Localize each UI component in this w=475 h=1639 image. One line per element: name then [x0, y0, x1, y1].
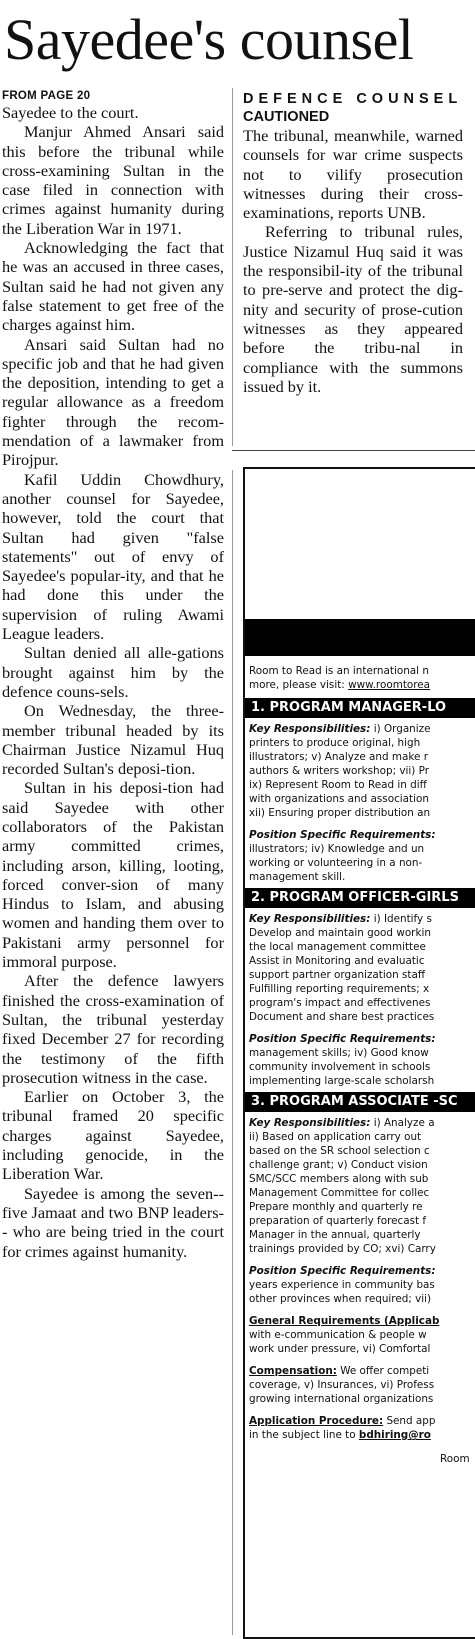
ad-line: Fulfilling reporting requirements; x — [249, 983, 430, 995]
label: Position Specific Requirements: — [249, 1033, 436, 1045]
ad-line — [249, 1117, 435, 1130]
ad-line: ii) Based on application carry out — [249, 1131, 422, 1143]
label: Key Responsibilities: — [249, 723, 371, 735]
ad-line: the local management committee — [249, 941, 426, 953]
ad-line: Assist in Monitoring and evaluatic — [249, 955, 425, 967]
paragraph: After the defence lawyers finished the cross-examination of Sultan, the tribunal yesterday fixed December 27 for recording the testimony of the fifth prosecution witness in the case. — [2, 971, 224, 1087]
ad-line — [249, 913, 432, 926]
ad-line: trainings provided by CO; xvi) Carry — [249, 1243, 436, 1255]
ad-footer: Room — [440, 1453, 470, 1465]
ad-line — [249, 723, 431, 736]
ad-line: community involvement in schools — [249, 1061, 431, 1073]
subheading: CAUTIONED — [243, 109, 330, 125]
paragraph: Sultan denied all alle-gations brought against him by the defence couns-sels. — [2, 643, 224, 701]
text: i) Analyze a — [370, 1117, 435, 1129]
ad-line: challenge grant; v) Conduct vision — [249, 1159, 428, 1171]
paragraph: Earlier on October 3, the tribunal framed 20 specific charges against Sayedee, including genocide, in the Liberation War. — [2, 1087, 224, 1184]
jump-line: FROM PAGE 20 — [2, 90, 91, 102]
ad-line: Document and share best practices — [249, 1011, 435, 1023]
label: Position Specific Requirements: — [249, 829, 436, 841]
ad-line: Develop and maintain good workin — [249, 927, 431, 939]
ad-line: General Requirements (Applicab — [249, 1315, 440, 1327]
ad-line — [249, 1429, 431, 1442]
ad-intro — [249, 679, 430, 692]
ad-line: SMC/SCC members along with sub — [249, 1173, 429, 1185]
ad-line: other provinces when required; vii) — [249, 1293, 432, 1305]
ad-line: working or volunteering in a non- — [249, 857, 423, 869]
paragraph: Acknowledging the fact that he was an accused in three cases, Sultan said he had not given any false statement to get free of the charges against him. — [2, 238, 224, 335]
ad-line: support partner organization staff — [249, 969, 425, 981]
article-column-2 — [243, 90, 463, 396]
ad-line: Prepare monthly and quarterly re — [249, 1201, 423, 1213]
article-column-1 — [2, 90, 224, 1261]
paragraph: On Wednesday, the three-member tribunal headed by its Chairman Justice Nizamul Huq recorded Sultan's deposi-tion. — [2, 701, 224, 779]
ad-intro: Room to Read is an international n — [249, 665, 429, 677]
paragraph: Sayedee is among the seven-- five Jamaat and two BNP leaders-- who are being tried in the court for crimes against humanity. — [2, 1183, 224, 1261]
ad-line: coverage, v) Insurances, vi) Profess — [249, 1379, 435, 1391]
ad-line: years experience in community bas — [249, 1279, 435, 1291]
text: We offer competi — [336, 1365, 430, 1377]
paragraph: Ansari said Sultan had no specific job and that he had given the deposition, intending to get a regular allowance as a freedom fighter through the recom-mendation of a lawmaker from Pirojpur. — [2, 334, 224, 470]
ad-line: illustrators; iv) Knowledge and un — [249, 843, 425, 855]
ad-line: preparation of quarterly forecast f — [249, 1215, 427, 1227]
label: Application Procedure: — [249, 1415, 384, 1427]
text: Send app — [383, 1415, 436, 1427]
ad-line: Manager in the annual, quarterly — [249, 1229, 421, 1241]
text: i) Identify s — [370, 913, 432, 925]
label: Key Responsibilities: — [249, 913, 371, 925]
section-divider — [232, 450, 475, 451]
ad-line: management skills; iv) Good know — [249, 1047, 429, 1059]
paragraph: Manjur Ahmed Ansari said this before the tribunal while cross-examining Sultan in the case filed in connection with crimes against humanity during the Liberation War in 1971. — [2, 122, 224, 238]
ad-line: illustrators; v) Analyze and make r — [249, 751, 428, 763]
paragraph: Sultan in his deposi-tion had said Sayedee with other collaborators of the Pakistan army committed crimes, including arson, killing, looting, forced conver-sion of many Hindus to Islam, and abusing women and handing them over to Pakistani army personnel for immoral purpose. — [2, 778, 224, 972]
paragraph: Sayedee to the court. — [2, 103, 139, 122]
ad-line: ix) Represent Room to Read in diff — [249, 779, 427, 791]
ad-line: authors & writers workshop; vii) Pr — [249, 765, 430, 777]
ad-section-title: 2. PROGRAM OFFICER-GIRLS — [245, 888, 475, 908]
ad-line: with e-communication & people w — [249, 1329, 427, 1341]
ad-line: implementing large-scale scholarsh — [249, 1075, 435, 1087]
text: in the subject line to — [249, 1429, 359, 1441]
paragraph: The tribunal, meanwhile, warned counsels for war crime suspects not to vilify prosecution witnesses during their cross-examinations, reports UNB. — [243, 126, 463, 223]
ad-line: growing international organizations — [249, 1393, 434, 1405]
ad-line — [249, 829, 436, 842]
job-advertisement — [243, 467, 475, 1639]
subheading: DEFENCE COUNSEL — [243, 91, 463, 107]
ad-line: based on the SR school selection c — [249, 1145, 430, 1157]
ad-line — [249, 1365, 429, 1378]
email-link[interactable]: bdhiring@ro — [358, 1429, 431, 1441]
headline: Sayedee's counsel — [4, 7, 414, 72]
ad-line: xii) Ensuring proper distribution an — [249, 807, 431, 819]
ad-line: printers to produce original, high — [249, 737, 421, 749]
ad-intro-prefix: more, please visit: — [249, 679, 349, 691]
ad-line: with organizations and association — [249, 793, 429, 805]
label: Key Responsibilities: — [249, 1117, 371, 1129]
ad-line: program's impact and effectivenes — [249, 997, 431, 1009]
paragraph: Referring to tribunal rules, Justice Nizamul Huq said it was the responsibil-ity of the tribunal to pre-serve and protect the dig-nity and security of prose-cution witnesses as they appeared before the tribu-nal in compliance with the summons issued by it. — [243, 222, 463, 396]
ad-line — [249, 1265, 436, 1278]
ad-line: work under pressure, vi) Comfortal — [249, 1343, 431, 1355]
ad-line — [249, 1033, 436, 1046]
ad-section-title: 1. PROGRAM MANAGER-LO — [245, 698, 475, 718]
paragraph: Kafil Uddin Chowdhury, another counsel for Sayedee, however, told the court that Sultan had given "false statements" out of envy of Sayedee's popular-ity, and that he had done this under the supervision of ruling Awami League leaders. — [2, 469, 224, 644]
ad-line: Management Committee for collec — [249, 1187, 430, 1199]
column-divider — [232, 88, 233, 446]
label: Compensation: — [249, 1365, 337, 1377]
ad-logo-area — [245, 469, 475, 619]
text: i) Organize — [370, 723, 431, 735]
website-link[interactable]: www.roomtorea — [348, 679, 431, 691]
ad-section-title: 3. PROGRAM ASSOCIATE -SC — [245, 1092, 475, 1112]
ad-line: management skill. — [249, 871, 346, 883]
ad-line — [249, 1415, 435, 1428]
ad-banner — [245, 619, 475, 656]
label: Position Specific Requirements: — [249, 1265, 436, 1277]
column-divider-lower — [232, 470, 233, 1635]
